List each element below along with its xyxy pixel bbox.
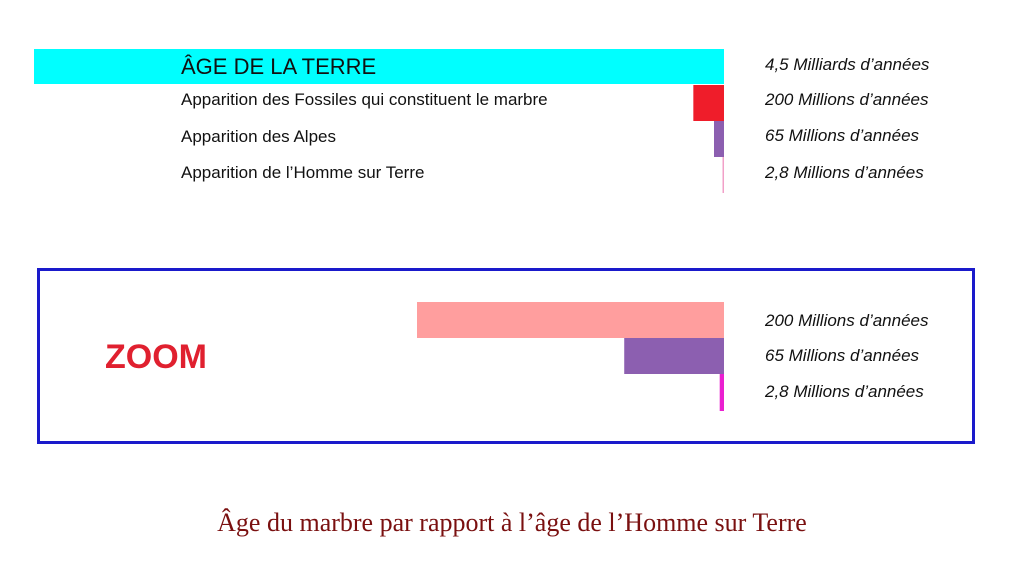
category-label-alps: Apparition des Alpes [181,127,336,146]
value-label-humans: 2,8 Millions d’années [765,163,924,182]
value-label-earth: 4,5 Milliards d’années [765,55,930,74]
bar-humans [723,157,725,193]
value-label-fossils: 200 Millions d’années [765,90,929,109]
zoom-value-label-fossils: 200 Millions d’années [765,311,929,330]
category-label-fossils: Apparition des Fossiles qui constituent le marbre [181,90,548,109]
category-label-earth: ÂGE DE LA TERRE [181,54,377,79]
zoom-value-label-humans: 2,8 Millions d’années [765,382,924,401]
bar-alps [714,121,724,157]
value-label-alps: 65 Millions d’années [765,126,920,145]
zoom-label: ZOOM [105,338,207,376]
category-label-humans: Apparition de l’Homme sur Terre [181,163,425,182]
bar-earth [34,49,724,84]
chart-caption: Âge du marbre par rapport à l’âge de l’Homme sur Terre [217,508,807,537]
zoom-value-label-alps: 65 Millions d’années [765,346,920,365]
bar-fossils [693,85,724,121]
